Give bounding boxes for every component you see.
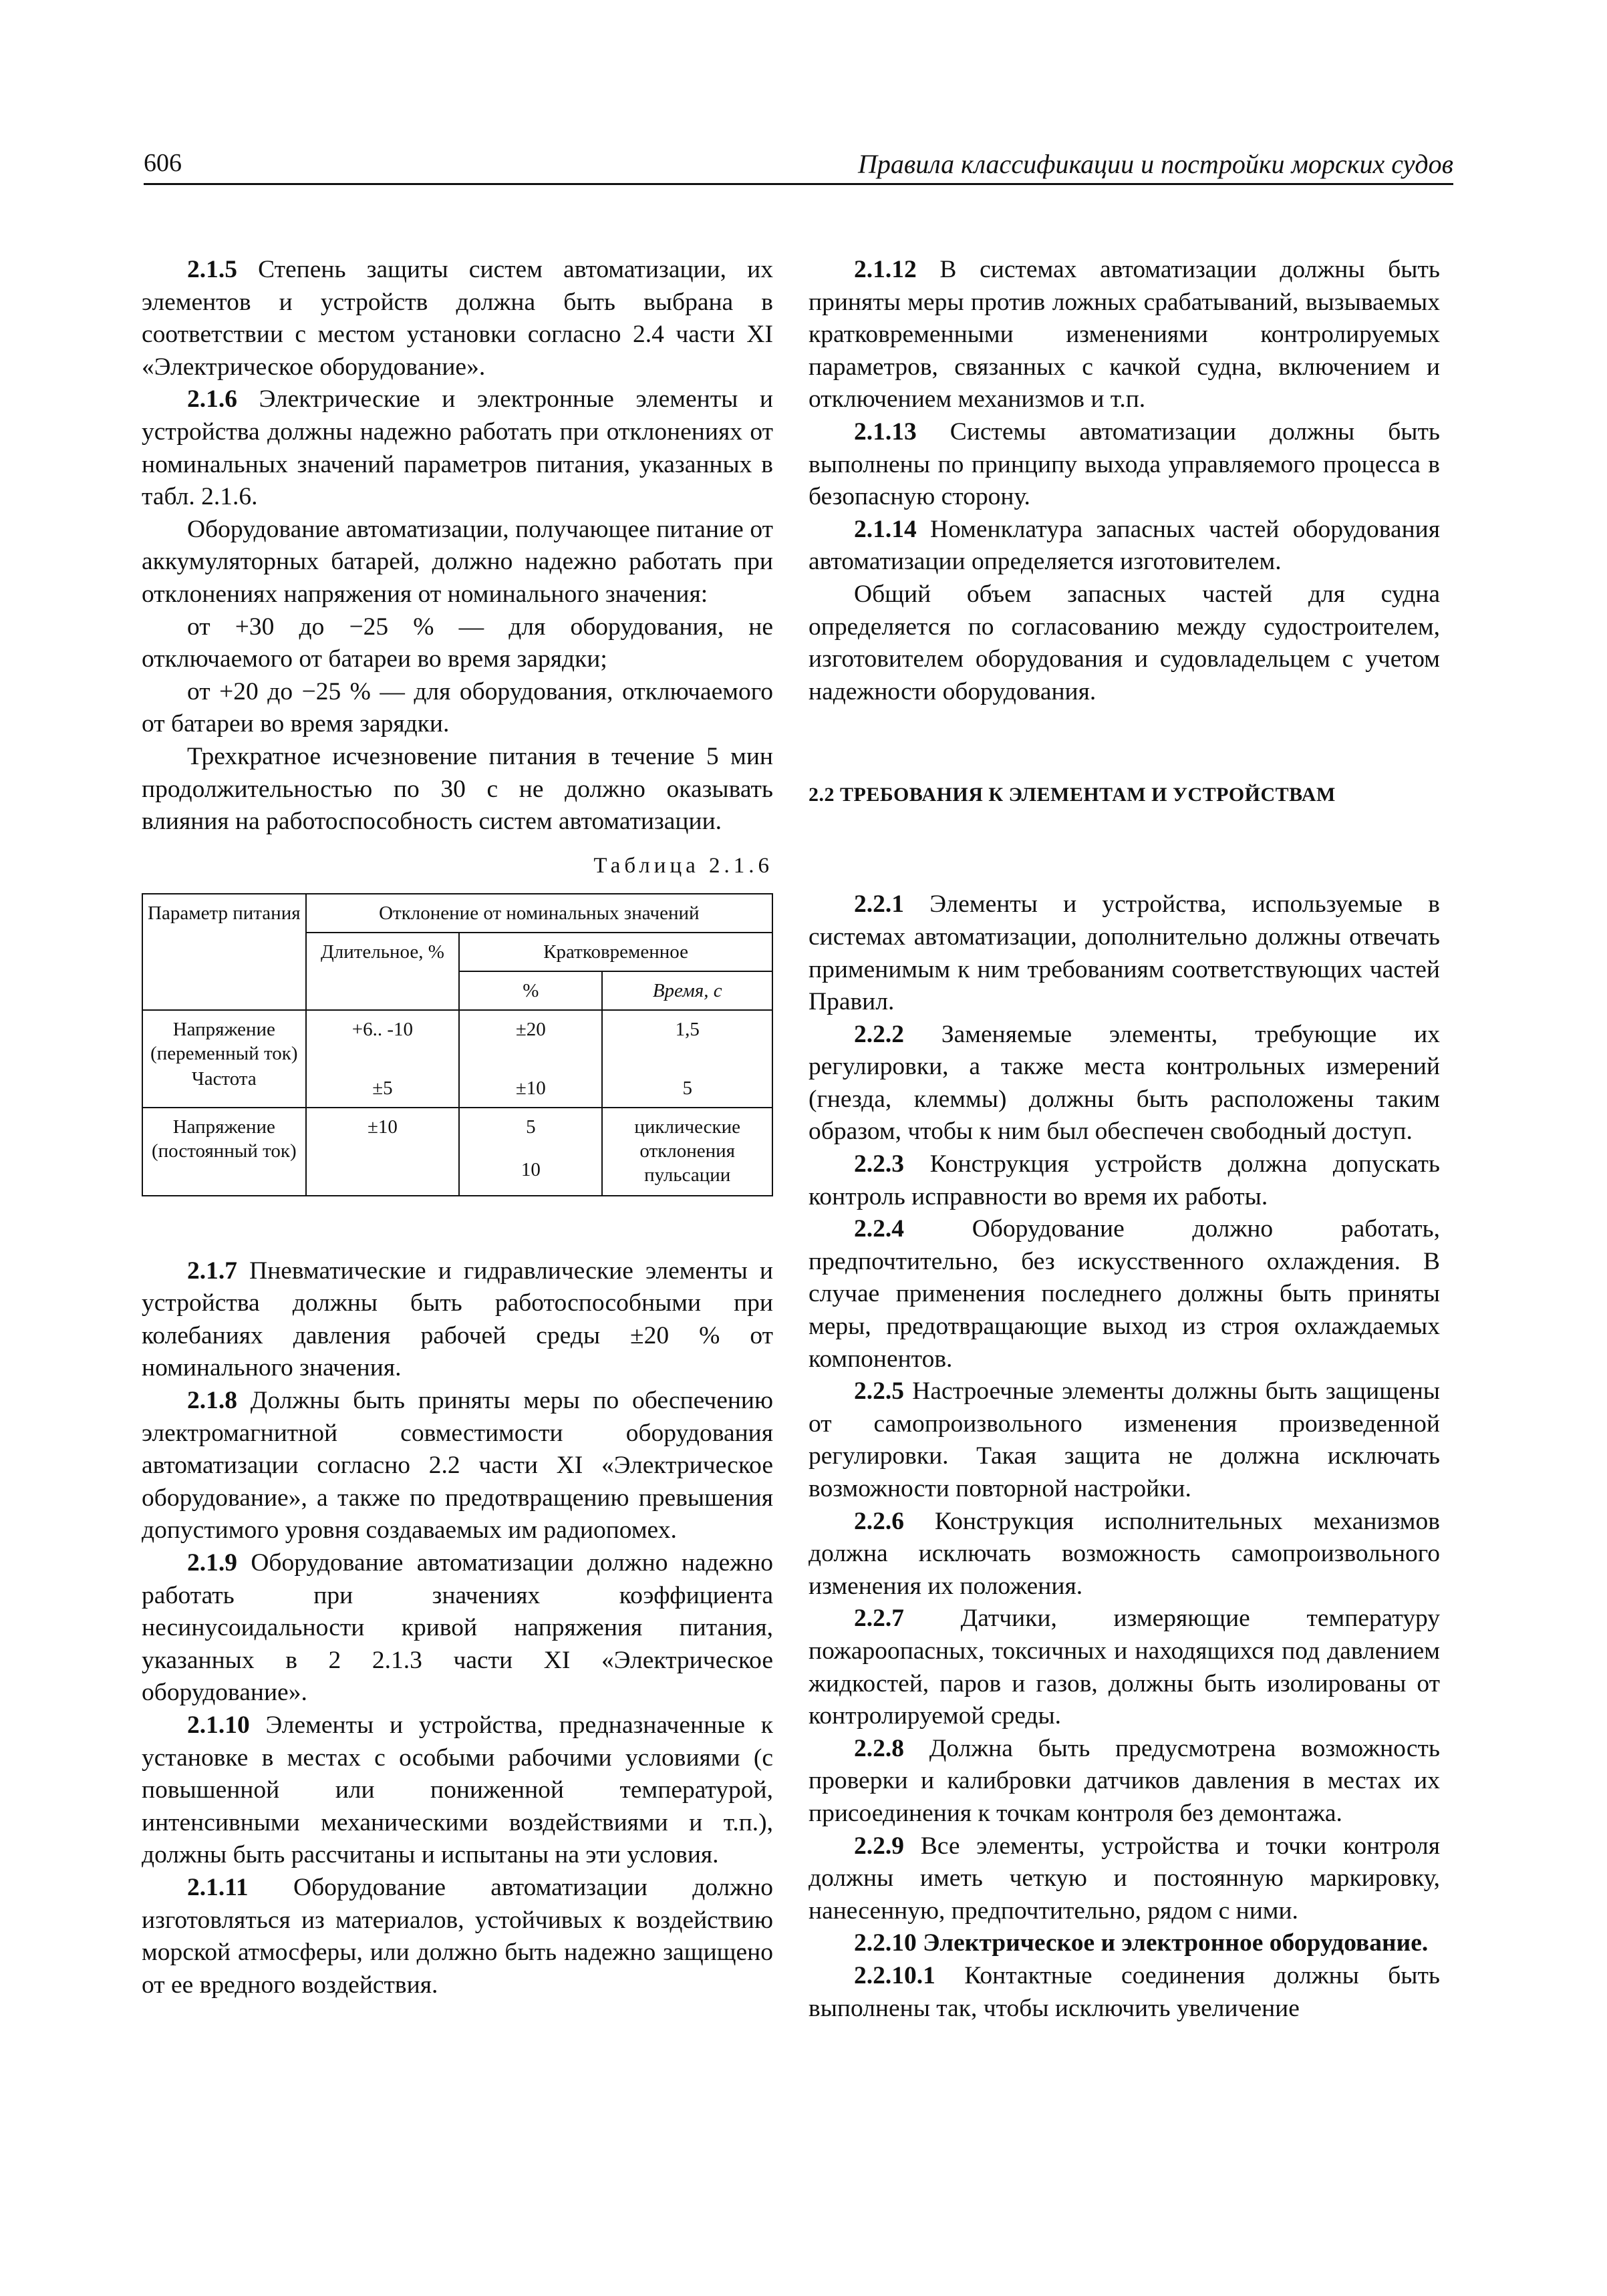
paragraph-2-1-9 (142, 1547, 773, 1709)
table-cell: ±20 (459, 1010, 602, 1067)
clause-number: 2.2.1 (854, 890, 904, 919)
paragraph-text: Конструкция устройств должна допускать контроль исправности во время их работы. (809, 1150, 1440, 1210)
paragraph-2-2-9 (809, 1830, 1440, 1928)
paragraph-text: Степень защиты систем автоматизации, их элементов и устройств должна быть выбрана в соответствии с местом установки согласно 2.4 части XI «Электрическое оборудование». (142, 256, 773, 381)
table-cell: ±5 (306, 1067, 460, 1108)
paragraph-2-2-2 (809, 1019, 1440, 1148)
paragraph-text: Оборудование автоматизации должно изготовляться из материалов, устойчивых к воздействию морской атмосферы, или должно быть надежно защищено от ее вредного воздействия. (142, 1873, 773, 1999)
clause-number: 2.1.7 (187, 1257, 237, 1285)
clause-number: 2.2.9 (854, 1832, 904, 1860)
table-row (142, 894, 772, 933)
clause-number: 2.1.11 (187, 1873, 249, 1901)
paragraph-text: Все элементы, устройства и точки контроля должны иметь четкую и постоянную маркировку, нанесенную, предпочтительно, рядом с ними. (809, 1832, 1440, 1925)
header-cell: Время, с (602, 971, 772, 1010)
paragraph-text: Должны быть приняты меры по обеспечению электромагнитной совместимости оборудования автоматизации согласно 2.2 части XI «Электрическое оборудование», а также по предотвращению превышения допустимого уровня создаваемых им радиопомех. (142, 1387, 773, 1544)
paragraph-text: Заменяемые элементы, требующие их регулировки, а также места контрольных измерений (гнезда, клеммы) должны быть расположены таким образом, чтобы к ним был обеспечен свободный доступ. (809, 1020, 1440, 1146)
paragraph-text: Датчики, измеряющие температуру пожароопасных, токсичных и находящихся под давлением жидкостей, паров и газов, должны быть изолированы от контролируемой среды. (809, 1605, 1440, 1730)
clause-number: 2.1.6 (187, 385, 237, 414)
table-cell (459, 1108, 602, 1196)
table-row (142, 1067, 772, 1108)
clause-number: 2.1.9 (187, 1549, 237, 1577)
paragraph-2-1-6 (142, 383, 773, 513)
paragraph-2-1-10 (142, 1709, 773, 1872)
paragraph-2-2-7 (809, 1603, 1440, 1732)
table-cell: Напряжение (постоянный ток) (142, 1108, 306, 1196)
header-cell: Параметр питания (142, 894, 306, 1010)
paragraph-outage: Трехкратное исчезновение питания в течение 5 мин продолжительностью по 30 с не должно оказывать влияния на работоспособность систем автоматизации. (142, 742, 773, 836)
header-cell: Длительное, % (306, 933, 460, 1010)
clause-number: 2.2.3 (854, 1150, 904, 1178)
paragraph-2-1-11 (142, 1872, 773, 2001)
paragraph-2-2-4 (809, 1213, 1440, 1375)
clause-number: 2.2.7 (854, 1605, 904, 1633)
paragraph-text: Номенклатура запасных частей оборудования автоматизации определяется изготовителем. (809, 515, 1440, 576)
cell-value: 5 (526, 1116, 536, 1138)
paragraph-range-2: от +20 до −25 % — для оборудования, отключаемого от батареи во время зарядки. (142, 677, 773, 738)
paragraph-text: Оборудование должно работать, предпочтительно, без искусственного охлаждения. В случае применения последнего должны быть приняты меры, предотвращающие выход из строя охлаждаемых компонентов. (809, 1215, 1440, 1373)
paragraph-2-1-12 (809, 254, 1440, 416)
paragraph-battery: Оборудование автоматизации, получающее питание от аккумуляторных батарей, должно надежно работать при отклонениях напряжения от номинального значения: (142, 515, 773, 608)
left-column (142, 254, 773, 2001)
table-cell: ±10 (306, 1108, 460, 1196)
table-cell: Частота (142, 1067, 306, 1108)
paragraph-2-2-5 (809, 1375, 1440, 1505)
clause-number: 2.1.13 (854, 418, 917, 446)
heading-2-2-10 (809, 1927, 1440, 1960)
table-row (142, 1010, 772, 1067)
paragraph-2-2-10-1 (809, 1960, 1440, 2025)
clause-number: 2.2.4 (854, 1215, 904, 1243)
table-cell: ±10 (459, 1067, 602, 1108)
table-cell: Напряжение (переменный ток) (142, 1010, 306, 1067)
table-row (142, 1108, 772, 1196)
table-cell: циклические отклонения пульсации (602, 1108, 772, 1196)
paragraph-2-1-14 (809, 514, 1440, 579)
clause-number: 2.1.12 (854, 256, 917, 283)
paragraph-2-1-5 (142, 254, 773, 383)
paragraph-2-1-8 (142, 1385, 773, 1547)
paragraph-text: Оборудование автоматизации должно надежно работать при значениях коэффициента несинусоидальности кривой напряжения питания, указанных в 2 2.1.3 части XI «Электрическое оборудование». (142, 1549, 773, 1707)
table-cell: 5 (602, 1067, 772, 1108)
paragraph-text: Должна быть предусмотрена возможность проверки и калибровки датчиков давления в местах их присоединения к точкам контроля без демонтажа. (809, 1734, 1440, 1827)
paragraph-text: Настроечные элементы должны быть защищены от самопроизвольного изменения произведенной регулировки. Такая защита не должна исключать возможности повторной настройки. (809, 1377, 1440, 1502)
paragraph-text: В системах автоматизации должны быть приняты меры против ложных срабатываний, вызываемых кратковременными изменениями контролируемых параметров, связанных с качкой судна, включением и отключением механизмов и т.п. (809, 256, 1440, 414)
paragraph-2-2-8 (809, 1733, 1440, 1830)
paragraph-text: Элементы и устройства, предназначенные к установке в местах с особыми рабочими условиями (с повышенной или пониженной температурой, интенсивными механическими воздействиями и т.п.), должны быть рассчитаны и испытаны на эти условия. (142, 1711, 773, 1869)
table-caption: Таблица 2.1.6 (593, 853, 773, 878)
page-header (144, 148, 1453, 185)
right-column (809, 254, 1440, 2025)
running-title: Правила классификации и постройки морских судов (857, 149, 1453, 179)
paragraph-range-1: от +30 до −25 % — для оборудования, не отключаемого от батареи во время зарядки; (142, 613, 773, 673)
page-number: 606 (144, 149, 182, 177)
clause-number: 2.1.5 (187, 256, 237, 283)
header-cell: % (459, 971, 602, 1010)
paragraph-2-1-13 (809, 416, 1440, 514)
paragraph-2-2-1 (809, 888, 1440, 1018)
table-cell: +6.. -10 (306, 1010, 460, 1067)
clause-number: 2.2.5 (854, 1377, 904, 1406)
paragraph-text: Элементы и устройства, используемые в системах автоматизации, дополнительно должны отвечать применимым к ним требованиям соответствующих частей Правил. (809, 890, 1440, 1016)
clause-number: 2.1.14 (854, 515, 917, 543)
header-cell: Кратковременное (459, 933, 772, 971)
clause-heading: 2.2.10 Электрическое и электронное оборудование. (854, 1929, 1429, 1957)
paragraph-spares: Общий объем запасных частей для судна определяется по согласованию между судостроителем, изготовителем оборудования и судовладельцем с учетом надежности оборудования. (809, 580, 1440, 705)
paragraph-2-2-3 (809, 1148, 1440, 1213)
clause-number: 2.1.10 (187, 1711, 250, 1739)
section-heading: 2.2 ТРЕБОВАНИЯ К ЭЛЕМЕНТАМ И УСТРОЙСТВАМ (809, 784, 1336, 806)
cell-value: 10 (521, 1158, 541, 1180)
paragraph-text: Пневматические и гидравлические элементы и устройства должны быть работоспособными при колебаниях давления рабочей среды ±20 % от номинального значения. (142, 1257, 773, 1382)
table-cell: 1,5 (602, 1010, 772, 1067)
clause-number: 2.2.6 (854, 1507, 904, 1535)
paragraph-text: Конструкция исполнительных механизмов должна исключать возможность самопроизвольного изменения их положения. (809, 1507, 1440, 1600)
paragraph-text: Электрические и электронные элементы и устройства должны надежно работать при отклонениях от номинальных значений параметров питания, указанных в табл. 2.1.6. (142, 385, 773, 511)
paragraph-2-2-6 (809, 1506, 1440, 1603)
paragraph-text: Контактные соединения должны быть выполнены так, чтобы исключить увеличение (809, 1961, 1440, 2022)
header-cell: Отклонение от номинальных значений (306, 894, 772, 933)
paragraph-2-1-7 (142, 1255, 773, 1385)
clause-number: 2.2.2 (854, 1020, 904, 1048)
clause-number: 2.2.10.1 (854, 1961, 935, 1989)
power-deviation-table (142, 893, 773, 1196)
clause-number: 2.2.8 (854, 1734, 904, 1762)
clause-number: 2.1.8 (187, 1387, 237, 1415)
paragraph-text: Системы автоматизации должны быть выполнены по принципу выхода управляемого процесса в безопасную сторону. (809, 418, 1440, 511)
